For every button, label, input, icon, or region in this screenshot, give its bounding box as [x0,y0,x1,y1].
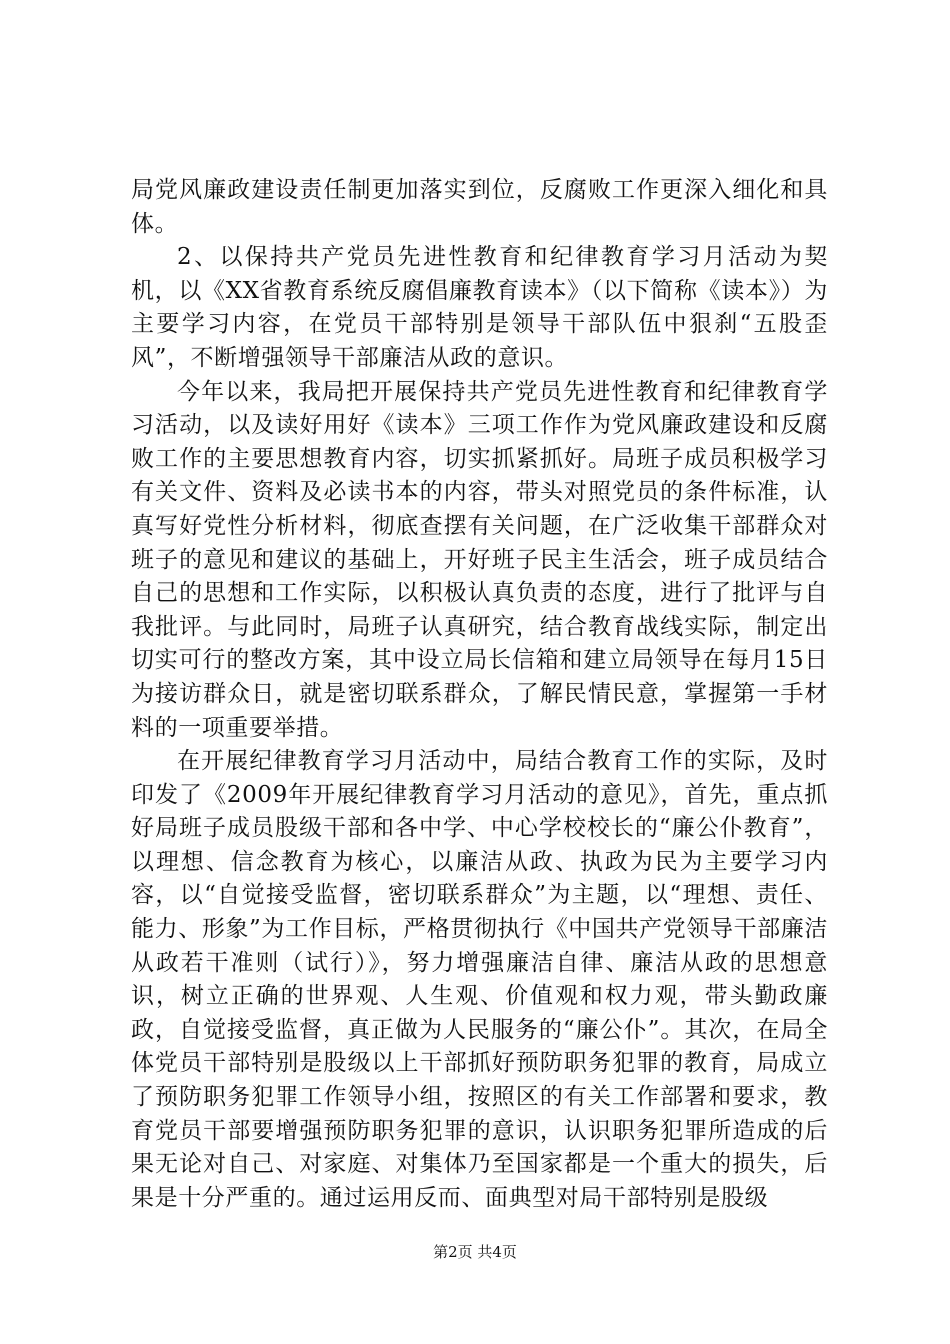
paragraph-3: 今年以来，我局把开展保持共产党员先进性教育和纪律教育学习活动，以及读好用好《读本》三项工作作为党风廉政建设和反腐败工作的主要思想教育内容，切实抓紧抓好。局班子成员积极学习有关文件、资料及必读书本的内容，带头对照党员的条件标准，认真写好党性分析材料，彻底查摆有关问题，在广泛收集干部群众对班子的意见和建议的基础上，开好班子民主生活会，班子成员结合自己的思想和工作实际，以积极认真负责的态度，进行了批评与自我批评。与此同时，局班子认真研究，结合教育战线实际，制定出切实可行的整改方案，其中设立局长信箱和建立局领导在每月15日为接访群众日，就是密切联系群众，了解民情民意，掌握第一手材料的一项重要举措。 [131,378,828,741]
page-number-footer: 第2页 共4页 [433,1243,517,1261]
paragraph-2: 2、以保持共产党员先进性教育和纪律教育学习月活动为契机，以《XX省教育系统反腐倡廉教育读本》（以下简称《读本》）为主要学习内容，在党员干部特别是领导干部队伍中狠刹“五股歪风”，不断增强领导干部廉洁从政的意识。 [131,244,828,371]
paragraph-4: 在开展纪律教育学习月活动中，局结合教育工作的实际，及时印发了《2009年开展纪律教育学习月活动的意见》，首先，重点抓好局班子成员股级干部和各中学、中心学校校长的“廉公仆教育”，以理想、信念教育为核心，以廉洁从政、执政为民为主要学习内容，以“自觉接受监督，密切联系群众”为主题，以“理想、责任、能力、形象”为工作目标，严格贯彻执行《中国共产党领导干部廉洁从政若干准则（试行）》，努力增强廉洁自律、廉洁从政的思想意识，树立正确的世界观、人生观、价值观和权力观，带头勤政廉政，自觉接受监督，真正做为人民服务的“廉公仆”。其次，在局全体党员干部特别是股级以上干部抓好预防职务犯罪的教育，局成立了预防职务犯罪工作领导小组，按照区的有关工作部署和要求，教育党员干部要增强预防职务犯罪的意识，认识职务犯罪所造成的后果无论对自己、对家庭、对集体乃至国家都是一个重大的损失，后果是十分严重的。通过运用反而、面典型对局干部特别是股级 [131,748,828,1211]
paragraph-1: 局党风廉政建设责任制更加落实到位，反腐败工作更深入细化和具体。 [131,177,828,237]
document-body [131,174,828,1215]
